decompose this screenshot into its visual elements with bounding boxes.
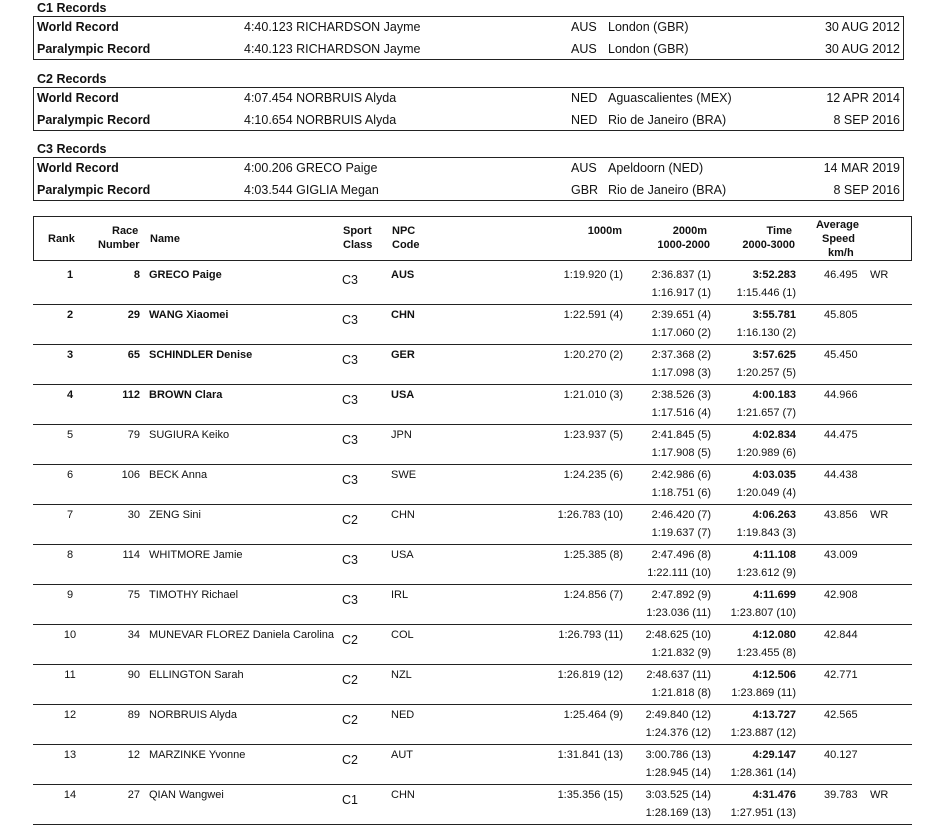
result-row (33, 745, 912, 785)
result-1000m: 1:26.793 (11) (558, 629, 623, 641)
result-split-1000-2000: 1:19.637 (7) (651, 527, 711, 539)
result-class: C2 (342, 633, 358, 647)
result-time: 4:12.506 (752, 669, 796, 681)
result-time: 3:52.283 (752, 269, 796, 281)
result-split-1000-2000: 1:22.111 (10) (647, 567, 711, 579)
result-rank: 6 (66, 469, 74, 481)
result-row (33, 585, 912, 625)
record-date: 8 SEP 2016 (833, 183, 900, 197)
record-date: 12 APR 2014 (826, 91, 900, 105)
result-speed: 40.127 (824, 749, 858, 761)
result-time: 3:55.781 (752, 309, 796, 321)
result-time: 3:57.625 (752, 349, 796, 361)
result-split-2000-3000: 1:23.455 (8) (736, 647, 796, 659)
result-name: MUNEVAR FLOREZ Daniela Carolina (149, 629, 335, 641)
result-row (33, 425, 912, 465)
record-npc: AUS (571, 42, 597, 56)
result-npc: NZL (391, 669, 412, 681)
result-split-2000-3000: 1:28.361 (14) (730, 767, 796, 779)
record-time: 4:00.206 (244, 161, 293, 175)
records-c1-title: C1 Records (37, 1, 107, 15)
header-speed: Speed (822, 233, 856, 245)
result-name: ELLINGTON Sarah (149, 669, 244, 681)
result-1000m: 1:24.856 (7) (563, 589, 623, 601)
result-2000m: 2:48.625 (10) (645, 629, 711, 641)
record-time: 4:40.123 (244, 20, 293, 34)
result-npc: NED (391, 709, 415, 721)
result-npc: USA (391, 549, 414, 561)
record-date: 8 SEP 2016 (833, 113, 900, 127)
record-date: 30 AUG 2012 (824, 42, 900, 56)
record-location: Rio de Janeiro (BRA) (608, 183, 727, 197)
result-bib: 89 (127, 709, 140, 721)
result-rank: 2 (66, 309, 74, 321)
record-location: Rio de Janeiro (BRA) (608, 113, 727, 127)
result-1000m: 1:25.385 (8) (563, 549, 623, 561)
result-1000m: 1:26.783 (10) (557, 509, 623, 521)
result-name: BROWN Clara (149, 389, 223, 401)
result-split-2000-3000: 1:23.869 (11) (731, 687, 796, 699)
header-1000m: 1000m (587, 225, 622, 237)
record-date: 14 MAR 2019 (823, 161, 900, 175)
record-time-name (244, 91, 396, 105)
result-split-2000-3000: 1:16.130 (2) (736, 327, 796, 339)
record-type: Paralympic Record (37, 183, 151, 197)
result-split-2000-3000: 1:19.843 (3) (736, 527, 796, 539)
result-row (33, 665, 912, 705)
result-1000m: 1:19.920 (1) (563, 269, 623, 281)
record-type: Paralympic Record (37, 42, 151, 56)
result-time: 4:29.147 (752, 749, 796, 761)
result-npc: COL (391, 629, 414, 641)
record-location: Apeldoorn (NED) (608, 161, 704, 175)
result-npc: CHN (391, 309, 415, 321)
record-holder: GIGLIA Megan (296, 183, 379, 197)
result-bib: 79 (127, 429, 140, 441)
result-split-1000-2000: 1:16.917 (1) (651, 287, 711, 299)
result-npc: IRL (391, 589, 409, 601)
result-name: NORBRUIS Alyda (149, 709, 238, 721)
result-class: C2 (342, 753, 358, 767)
record-time: 4:40.123 (244, 42, 293, 56)
record-type: World Record (37, 161, 119, 175)
result-class: C3 (342, 593, 358, 607)
result-2000m: 2:47.496 (8) (651, 549, 711, 561)
result-class: C2 (342, 513, 358, 527)
result-speed: 42.908 (824, 589, 858, 601)
result-speed: 46.495 (824, 269, 858, 281)
result-time: 4:13.727 (752, 709, 796, 721)
result-row (33, 385, 912, 425)
result-2000m: 2:49.840 (12) (645, 709, 711, 721)
result-1000m: 1:22.591 (4) (563, 309, 623, 321)
record-row (34, 17, 903, 37)
result-time: 4:02.834 (752, 429, 796, 441)
result-split-1000-2000: 1:28.945 (14) (645, 767, 711, 779)
result-split-2000-3000: 1:23.612 (9) (736, 567, 796, 579)
result-row (33, 265, 912, 305)
record-holder: NORBRUIS Alyda (296, 91, 397, 105)
header-average: Average (816, 219, 860, 231)
header-number: Number (98, 239, 140, 251)
header-npc: NPC (392, 225, 416, 237)
result-bib: 12 (127, 749, 140, 761)
result-split-2000-3000: 1:20.257 (5) (736, 367, 796, 379)
result-time: 4:12.080 (752, 629, 796, 641)
header-rank: Rank (48, 233, 75, 245)
record-holder: RICHARDSON Jayme (296, 20, 421, 34)
result-split-2000-3000: 1:20.989 (6) (736, 447, 796, 459)
record-time: 4:10.654 (244, 113, 293, 127)
result-2000m: 2:46.420 (7) (651, 509, 711, 521)
result-1000m: 1:35.356 (15) (557, 789, 623, 801)
result-speed: 45.805 (824, 309, 858, 321)
result-speed: 39.783 (824, 789, 858, 801)
result-split-1000-2000: 1:24.376 (12) (645, 727, 711, 739)
result-rank: 1 (66, 269, 74, 281)
result-rank: 13 (63, 749, 77, 761)
result-name: BECK Anna (149, 469, 208, 481)
result-bib: 27 (127, 789, 140, 801)
result-time: 4:31.476 (752, 789, 796, 801)
record-row (34, 88, 903, 108)
record-holder: NORBRUIS Alyda (296, 113, 397, 127)
result-split-2000-3000: 1:21.657 (7) (736, 407, 796, 419)
record-row (34, 110, 903, 130)
result-2000m: 3:03.525 (14) (645, 789, 711, 801)
result-split-1000-2000: 1:17.060 (2) (651, 327, 711, 339)
result-name: GRECO Paige (149, 269, 222, 281)
result-2000m: 3:00.786 (13) (645, 749, 711, 761)
result-class: C2 (342, 673, 358, 687)
result-npc: CHN (391, 789, 415, 801)
records-c3-title: C3 Records (37, 142, 107, 156)
record-time: 4:07.454 (244, 91, 293, 105)
record-npc: NED (571, 91, 598, 105)
result-bib: 90 (127, 669, 140, 681)
result-bib: 65 (127, 349, 140, 361)
result-rank: 7 (66, 509, 74, 521)
result-class: C3 (342, 273, 358, 287)
result-remark: WR (870, 509, 889, 521)
result-class: C3 (342, 433, 358, 447)
result-split-2000-3000: 1:23.807 (10) (730, 607, 796, 619)
result-time: 4:00.183 (752, 389, 796, 401)
header-time: Time (766, 225, 792, 237)
result-class: C3 (342, 393, 358, 407)
result-rank: 4 (66, 389, 74, 401)
result-2000m: 2:39.651 (4) (651, 309, 711, 321)
result-class: C3 (342, 313, 358, 327)
records-c3-table (33, 157, 904, 201)
result-name: WHITMORE Jamie (149, 549, 243, 561)
header-1000-2000: 1000-2000 (657, 239, 710, 251)
result-npc: GER (391, 349, 415, 361)
result-speed: 43.009 (824, 549, 858, 561)
record-row (34, 39, 903, 59)
result-rank: 11 (64, 669, 76, 681)
record-time-name (244, 183, 379, 197)
result-speed: 43.856 (824, 509, 858, 521)
header-name: Name (150, 233, 180, 245)
record-holder: RICHARDSON Jayme (296, 42, 421, 56)
result-1000m: 1:25.464 (9) (563, 709, 623, 721)
result-row (33, 625, 912, 665)
result-speed: 42.565 (824, 709, 858, 721)
record-npc: NED (571, 113, 598, 127)
records-c2-title: C2 Records (37, 72, 107, 86)
result-row (33, 785, 912, 825)
result-1000m: 1:24.235 (6) (563, 469, 623, 481)
record-time: 4:03.544 (244, 183, 293, 197)
result-split-1000-2000: 1:17.516 (4) (651, 407, 711, 419)
record-type: World Record (37, 20, 119, 34)
record-time-name (244, 113, 396, 127)
record-row (34, 158, 903, 178)
result-2000m: 2:38.526 (3) (651, 389, 711, 401)
result-name: TIMOTHY Richael (149, 589, 239, 601)
result-row (33, 305, 912, 345)
result-row (33, 705, 912, 745)
result-speed: 44.475 (824, 429, 858, 441)
result-npc: AUS (391, 269, 415, 281)
result-rank: 5 (66, 429, 74, 441)
result-1000m: 1:21.010 (3) (563, 389, 623, 401)
result-time: 4:06.263 (752, 509, 796, 521)
result-time: 4:11.108 (753, 549, 796, 561)
result-time: 4:11.699 (753, 589, 796, 601)
result-split-1000-2000: 1:21.832 (9) (651, 647, 711, 659)
result-split-2000-3000: 1:15.446 (1) (736, 287, 796, 299)
header-sport: Sport (343, 225, 372, 237)
result-row (33, 545, 912, 585)
header-race: Race (112, 225, 139, 237)
result-row (33, 505, 912, 545)
result-speed: 42.844 (824, 629, 858, 641)
result-split-1000-2000: 1:21.818 (8) (651, 687, 711, 699)
result-npc: SWE (391, 469, 417, 481)
result-npc: CHN (391, 509, 415, 521)
record-type: Paralympic Record (37, 113, 151, 127)
result-rank: 8 (66, 549, 74, 561)
result-name: WANG Xiaomei (149, 309, 229, 321)
result-2000m: 2:47.892 (9) (651, 589, 711, 601)
header-2000-3000: 2000-3000 (742, 239, 795, 251)
result-speed: 45.450 (824, 349, 858, 361)
result-bib: 8 (133, 269, 140, 281)
result-bib: 75 (127, 589, 140, 601)
result-split-1000-2000: 1:28.169 (13) (645, 807, 711, 819)
results-header (33, 216, 912, 261)
result-rank: 12 (63, 709, 77, 721)
result-name: QIAN Wangwei (149, 789, 224, 801)
result-name: ZENG Sini (149, 509, 201, 521)
record-npc: GBR (571, 183, 599, 197)
result-name: MARZINKE Yvonne (149, 749, 246, 761)
header-class: Class (343, 239, 373, 251)
result-class: C3 (342, 553, 358, 567)
result-class: C3 (342, 473, 358, 487)
result-name: SCHINDLER Denise (149, 349, 253, 361)
record-location: London (GBR) (608, 42, 689, 56)
result-split-1000-2000: 1:17.098 (3) (651, 367, 711, 379)
result-1000m: 1:23.937 (5) (563, 429, 623, 441)
result-rank: 10 (63, 629, 77, 641)
result-time: 4:03.035 (752, 469, 796, 481)
record-date: 30 AUG 2012 (824, 20, 900, 34)
result-speed: 42.771 (824, 669, 858, 681)
result-1000m: 1:20.270 (2) (563, 349, 623, 361)
record-npc: AUS (571, 20, 597, 34)
result-split-2000-3000: 1:20.049 (4) (736, 487, 796, 499)
result-npc: JPN (391, 429, 412, 441)
result-bib: 34 (127, 629, 140, 641)
result-class: C2 (342, 713, 358, 727)
result-bib: 112 (122, 389, 140, 401)
header-code: Code (392, 239, 420, 251)
result-class: C1 (342, 793, 358, 807)
result-split-1000-2000: 1:23.036 (11) (646, 607, 711, 619)
header-2000m: 2000m (672, 225, 707, 237)
result-2000m: 2:37.368 (2) (651, 349, 711, 361)
record-location: Aguascalientes (MEX) (608, 91, 732, 105)
header-kmh: km/h (828, 247, 854, 259)
result-class: C3 (342, 353, 358, 367)
record-location: London (GBR) (608, 20, 689, 34)
result-row (33, 345, 912, 385)
result-split-2000-3000: 1:23.887 (12) (730, 727, 796, 739)
result-rank: 3 (66, 349, 74, 361)
record-time-name (244, 20, 420, 34)
result-rank: 9 (66, 589, 74, 601)
result-npc: USA (391, 389, 415, 401)
record-npc: AUS (571, 161, 597, 175)
result-1000m: 1:26.819 (12) (557, 669, 623, 681)
result-2000m: 2:42.986 (6) (651, 469, 711, 481)
result-bib: 29 (127, 309, 140, 321)
result-1000m: 1:31.841 (13) (557, 749, 623, 761)
record-time-name (244, 161, 377, 175)
record-row (34, 180, 903, 200)
result-bib: 30 (127, 509, 140, 521)
result-name: SUGIURA Keiko (149, 429, 230, 441)
result-2000m: 2:48.637 (11) (646, 669, 711, 681)
result-bib: 114 (122, 549, 140, 561)
result-npc: AUT (391, 749, 413, 761)
result-speed: 44.966 (824, 389, 858, 401)
records-c1-table (33, 16, 904, 60)
result-rank: 14 (63, 789, 77, 801)
result-split-2000-3000: 1:27.951 (13) (730, 807, 796, 819)
result-bib: 106 (121, 469, 140, 481)
result-split-1000-2000: 1:17.908 (5) (651, 447, 711, 459)
result-row (33, 465, 912, 505)
record-type: World Record (37, 91, 119, 105)
record-time-name (244, 42, 420, 56)
result-remark: WR (870, 269, 889, 281)
result-2000m: 2:36.837 (1) (651, 269, 711, 281)
result-split-1000-2000: 1:18.751 (6) (651, 487, 711, 499)
records-c2-table (33, 87, 904, 131)
result-remark: WR (870, 789, 889, 801)
result-speed: 44.438 (824, 469, 858, 481)
result-2000m: 2:41.845 (5) (651, 429, 711, 441)
record-holder: GRECO Paige (296, 161, 378, 175)
